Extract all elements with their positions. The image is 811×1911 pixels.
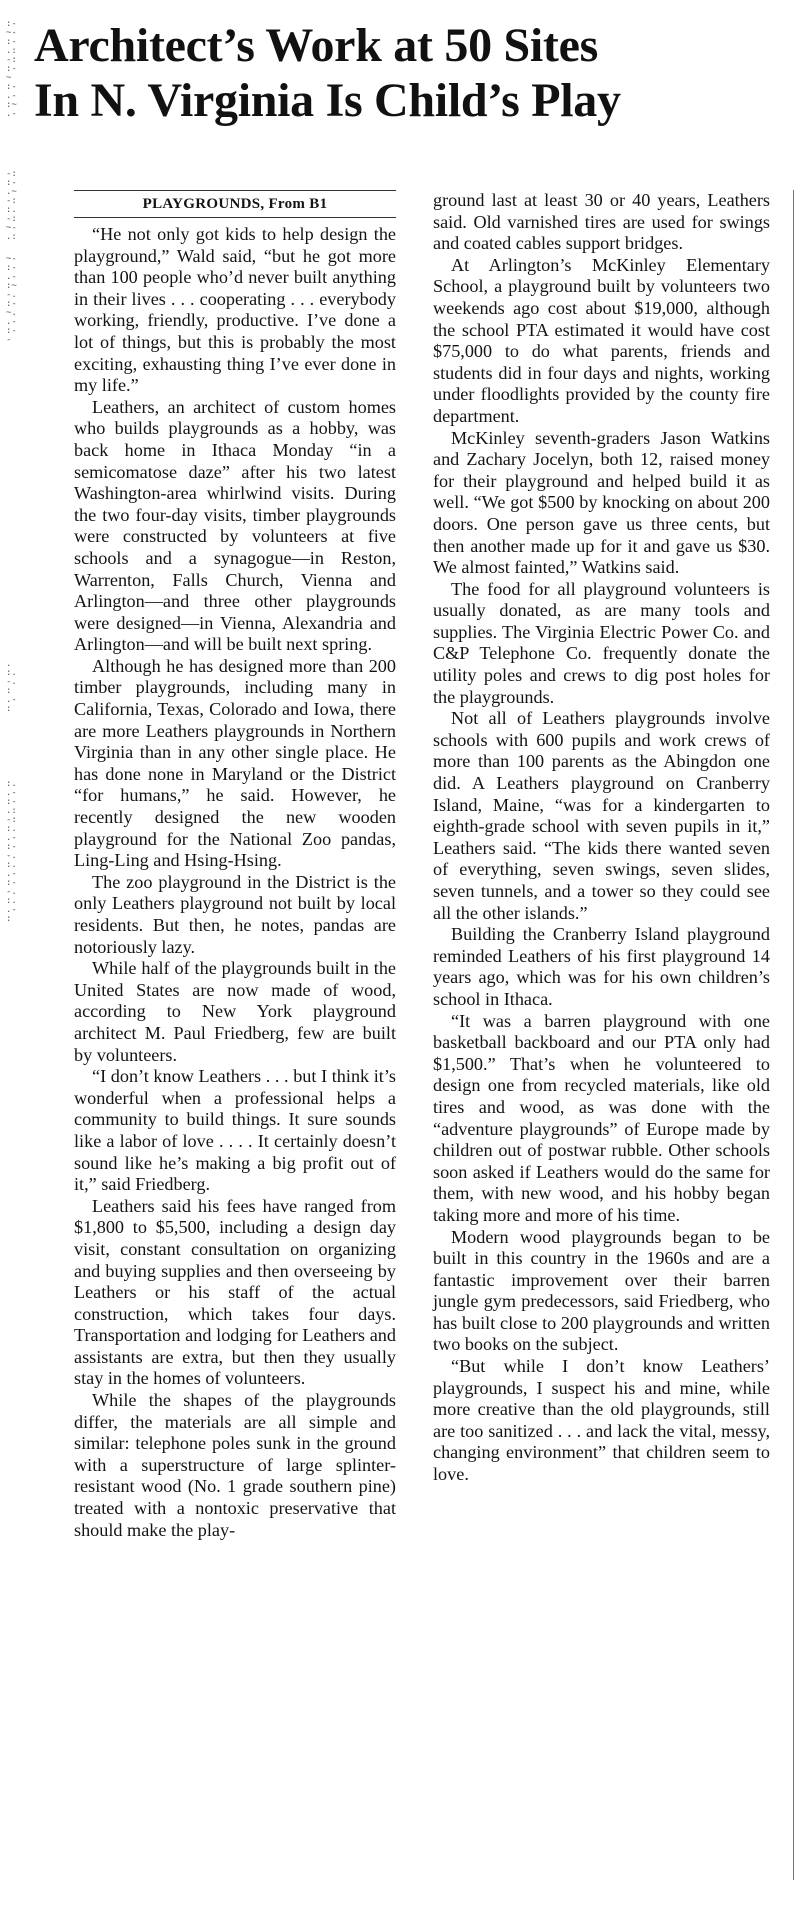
scan-margin-specks-bottom: :. .- :- .: -: :. .- :- -. :. .- :- -. :. .- : xyxy=(6,780,17,924)
headline-line-1: Architect’s Work at 50 Sites xyxy=(34,19,598,72)
article-column-right xyxy=(433,190,770,1486)
paragraph: Building the Cranberry Island playground reminded Leathers of his first playground 14 years ago, which was for his own children’s school in Ithaca. xyxy=(433,924,770,1009)
jump-label: PLAYGROUNDS, From B1 xyxy=(74,190,396,218)
paragraph: “It was a barren playground with one basketball backboard and our PTA only had $1,500.” That’s when he volunteered to design one from recycled materials, like old tires and wood, as was done with the “adventure playgrounds” of Europe made by children out of postwar rubble. Other schools soon asked if Leathers would do the same for them, with new wood, and his hobby began taking more and more of his time. xyxy=(433,1010,770,1225)
column-rule xyxy=(793,190,794,1880)
scan-margin-specks-lower: . :. -. : .- : xyxy=(6,660,17,714)
paragraph: While half of the playgrounds built in the United States are now made of wood, according to New York playground architect M. Paul Friedberg, few are built by volunteers. xyxy=(74,958,396,1065)
scan-margin-specks-mid: ~- :- .- :~ -. :- ~. .- :- - xyxy=(6,255,17,345)
paragraph: Although he has designed more than 200 timber playgrounds, including many in California, Texas, Colorado and Iowa, there are more Leathers playgrounds in Northern Virginia than in any other single place. He has done none in Maryland or the District “for humans,” he said. However, he recently designed the new wooden playground for the National Zoo pandas, Ling-Ling and Hsing-Hsing. xyxy=(74,655,396,871)
article-column-left xyxy=(74,190,396,1541)
headline-line-2: In N. Virginia Is Child’s Play xyxy=(34,74,621,127)
paragraph: Leathers said his fees have ranged from $1,800 to $5,500, including a design day visit, constant consultation on organizing and buying supplies and then overseeing by Leathers or his staff of the actual construction, which takes four days. Transportation and lodging for Leathers and assistants are extra, but then they usually stay in the homes of volunteers. xyxy=(74,1195,396,1389)
paragraph: McKinley seventh-graders Jason Watkins and Zachary Jocelyn, both 12, raised money for their playground and helped build it as well. “We got $500 by knocking on about 200 doors. One person gave us three cents, but then another made up for it and gave us $30. We almost fainted,” Watkins said. xyxy=(433,427,770,578)
paragraph: The food for all playground volunteers is usually donated, as are many tools and supplies. The Virginia Electric Power Co. and C&P Telephone Co. frequently donate the utility poles and crews to dig post holes for the playgrounds. xyxy=(433,578,770,707)
paragraph: “I don’t know Leathers . . . but I think it’s wonderful when a professional helps a community to build things. It sure sounds like a labor of love . . . . It certainly doesn’t sound like he’s making a big profit out of it,” said Friedberg. xyxy=(74,1066,396,1195)
scan-margin-specks-top: :- ~- :- .: -: :- ~ :- .- :~ .- xyxy=(6,20,17,119)
scan-margin-specks-upper: -: :- .~ -: :. -: ~- .: xyxy=(6,170,17,242)
paragraph: While the shapes of the playgrounds differ, the materials are all simple and similar: telephone poles sunk in the ground with a superstructure of large splinter-resistant wood (No. 1 grade southern pine) treated with a nontoxic preservative that should make the play- xyxy=(74,1390,396,1540)
paragraph: Modern wood playgrounds began to be built in this country in the 1960s and are a fantastic improvement over their barren jungle gym predecessors, said Friedberg, who has built close to 200 playgrounds and written two books on the subject. xyxy=(433,1226,770,1355)
paragraph-continued: ground last at least 30 or 40 years, Leathers said. Old varnished tires are used for swings and coated cables support bridges. xyxy=(433,190,770,254)
paragraph: “He not only got kids to help design the playground,” Wald said, “but he got more than 100 people who’d never built anything in their lives . . . cooperating . . . everybody working, friendly, productive. I’ve done a lot of things, but this is probably the most exciting, exhausting thing I’ve ever done in my life.” xyxy=(74,224,396,396)
paragraph: “But while I don’t know Leathers’ playgrounds, I suspect his and mine, while more creative than the old playgrounds, still are too sanitized . . . and lack the vital, messy, changing environment” that children seem to love. xyxy=(433,1356,770,1485)
paragraph: The zoo playground in the District is the only Leathers playground not built by local residents. But then, he notes, pandas are notoriously lazy. xyxy=(74,871,396,957)
paragraph: Not all of Leathers playgrounds involve schools with 600 pupils and work crews of more than 100 parents as the Abingdon one did. A Leathers playground on Cranberry Island, Maine, “was for a kindergarten to eighth-grade school with seven pupils in it,” Leathers said. “The kids there wanted seven of everything, seven swings, seven slides, seven tunnels, and a tower so they could see all the other islands.” xyxy=(433,708,770,923)
paragraph: Leathers, an architect of custom homes who builds playgrounds as a hobby, was back home in Ithaca Monday “in a semicomatose daze” after his two latest Washington-area whirlwind visits. During the two four-day visits, timber playgrounds were constructed by volunteers at five schools and a synagogue—in Reston, Warrenton, Falls Church, Vienna and Arlington—and three other playgrounds were designed—in Vienna, Alexandria and Arlington—and will be built next spring. xyxy=(74,396,396,655)
paragraph: At Arlington’s McKinley Elementary School, a playground built by volunteers two weekends ago cost about $19,000, although the school PTA estimated it would have cost $75,000 to do what parents, friends and students did in four days and nights, working under floodlights provided by the county fire department. xyxy=(433,254,770,426)
headline xyxy=(34,18,794,128)
